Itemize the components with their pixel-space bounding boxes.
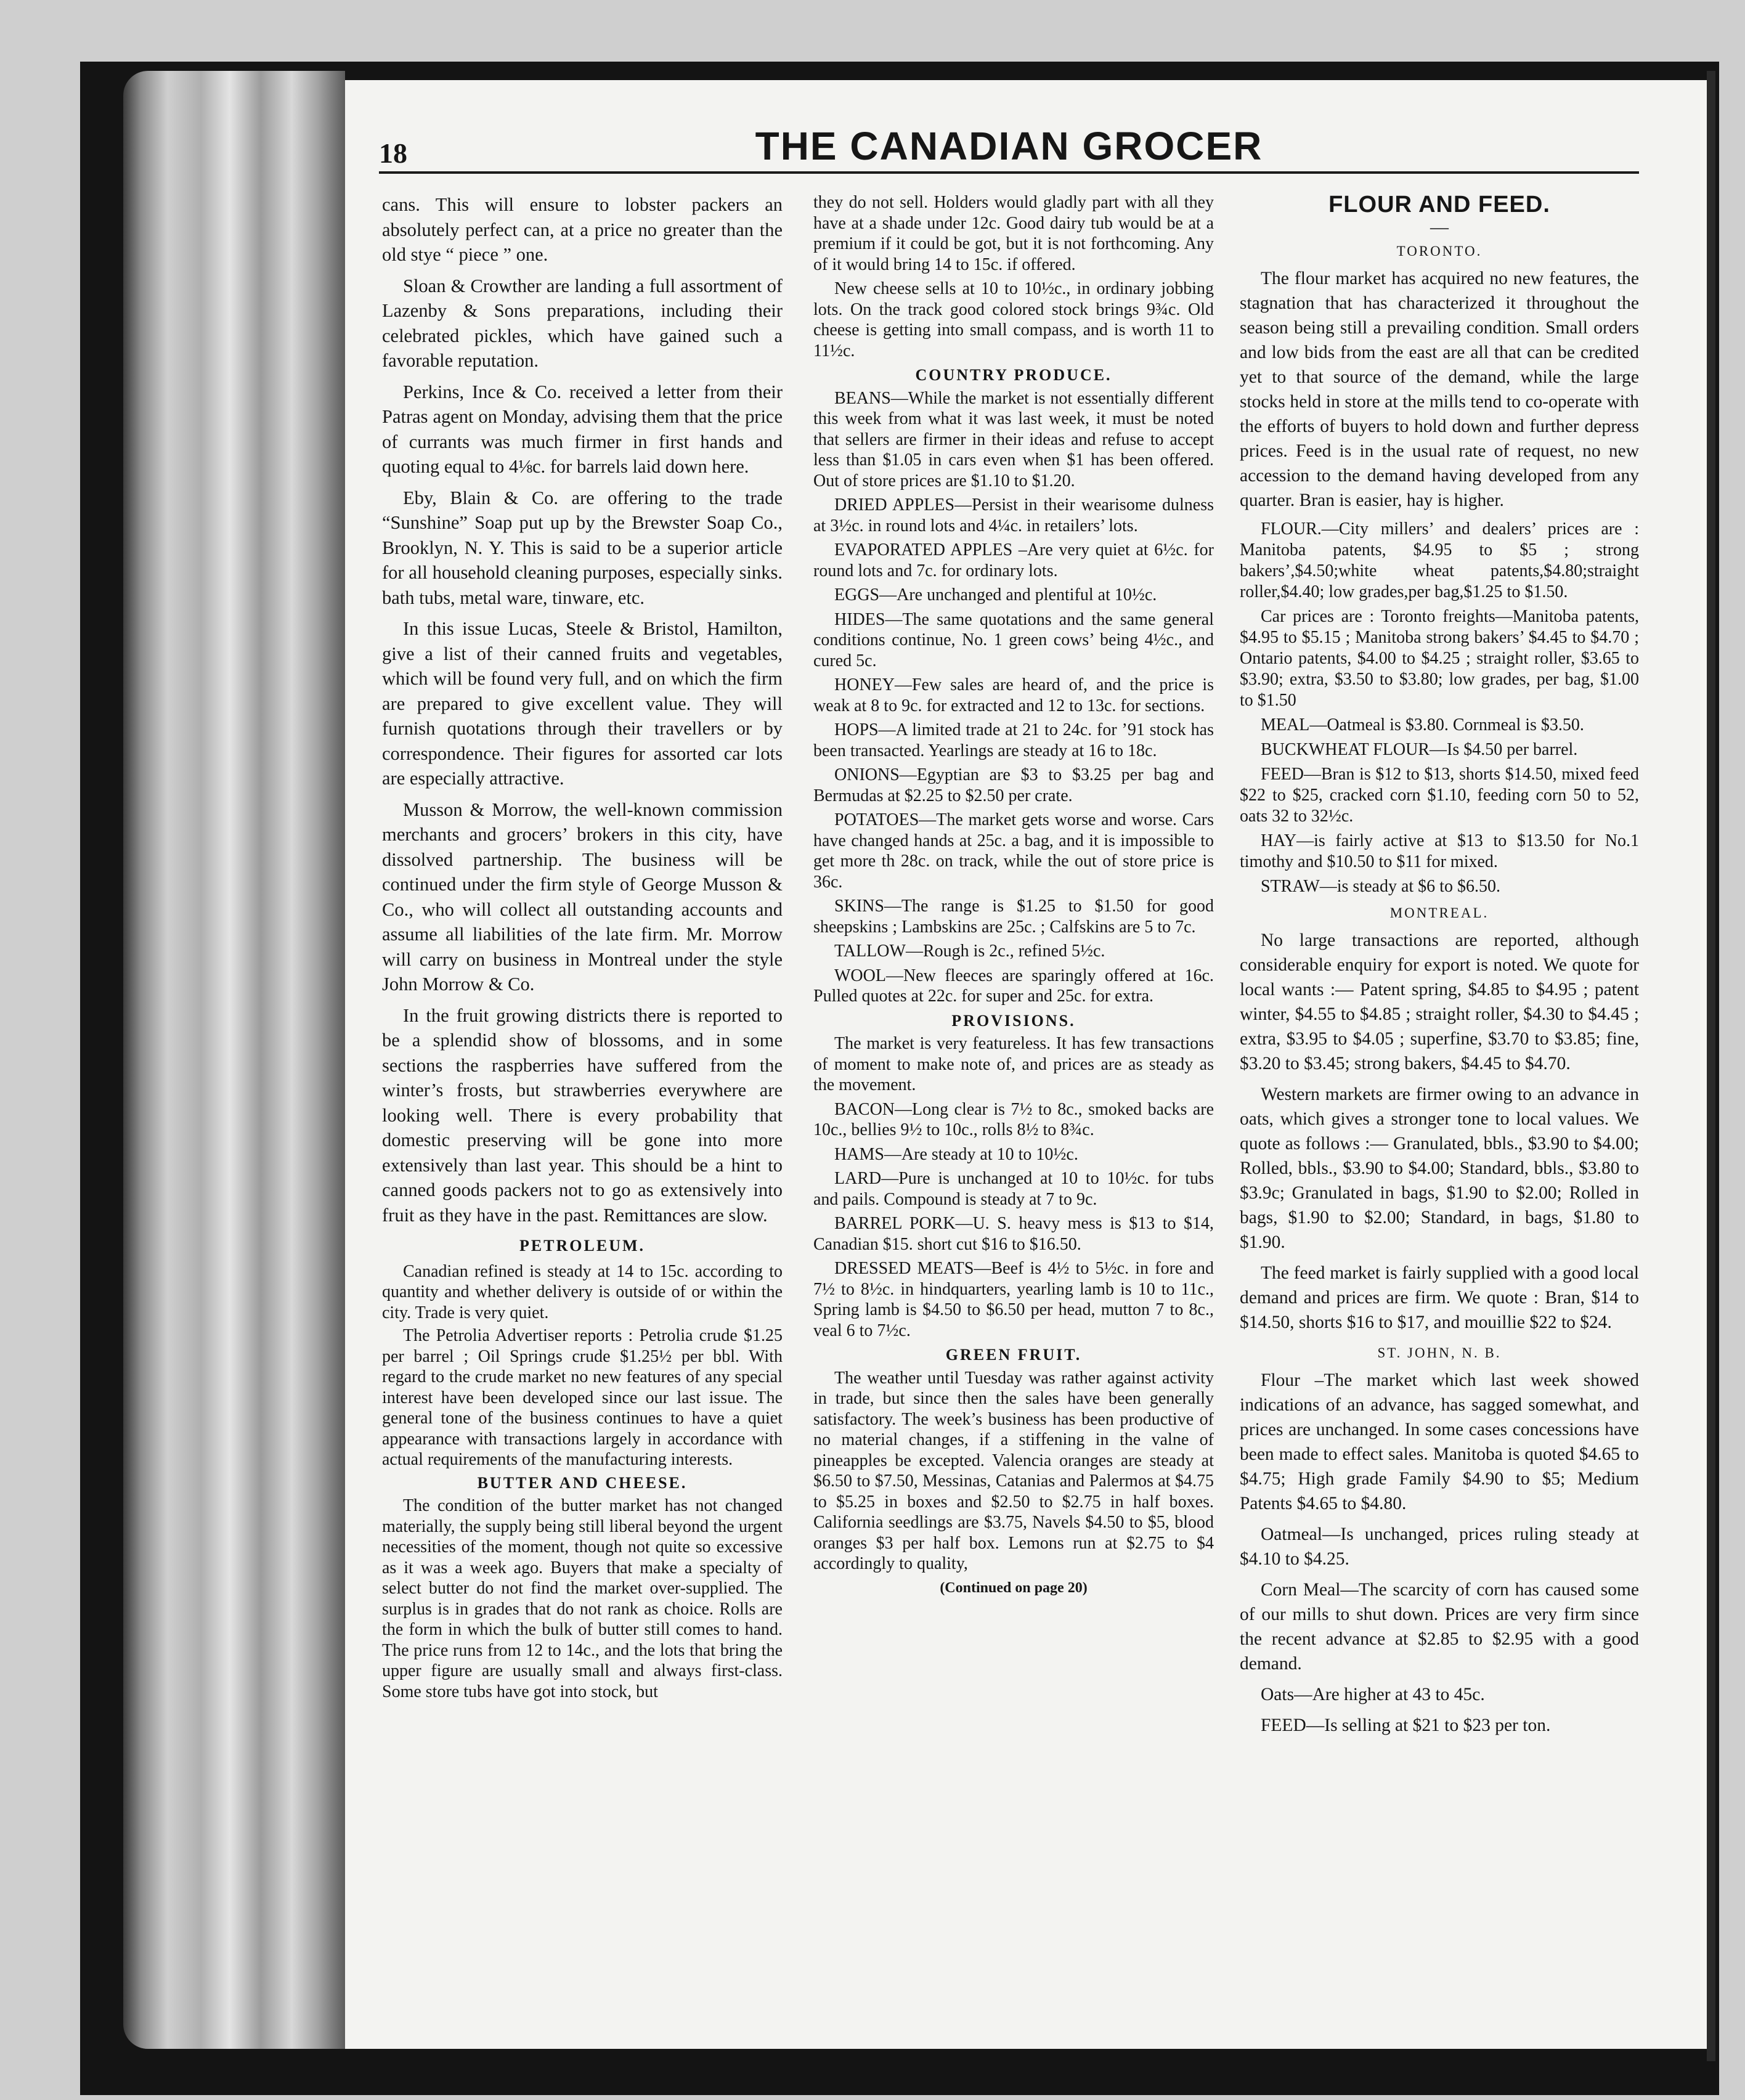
section-heading-petroleum: PETROLEUM. xyxy=(519,1237,646,1255)
paragraph: STRAW—is steady at $6 to $6.50. xyxy=(1261,877,1500,896)
paragraph: BARREL PORK—U. S. heavy mess is $13 to $14, Canadian $15. short cut $16 to $16.50. xyxy=(813,1214,1214,1254)
paragraph: The weather until Tuesday was rather against activity in trade, but since then the sales have been generally satisfactory. The week’s business has been productive of no material changes, if a stiffening in the valne of pineapples be excepted. Valencia oranges are steady at $6.50 to $7.50, Messinas, Catanias and Palermos at $4.75 to $5.25 in boxes and $2.50 to $2.75 in half boxes. California seedlings are $3.75, Navels $4.50 to $5, blood oranges $3 per half box. Lemons run at $2.75 to $4 accordingly to quality, xyxy=(813,1368,1214,1573)
column-left xyxy=(382,192,783,1708)
paragraph: BEANS—While the market is not essentially different this week from what it was last week, it must be noted that sellers are firmer in their ideas and refuse to accept less than $1.05 in cars even when $1 has been offered. Out of store prices are $1.10 to $1.20. xyxy=(813,388,1214,490)
paragraph: EGGS—Are unchanged and plentiful at 10½c. xyxy=(834,585,1157,604)
paragraph: Flour –The market which last week showed indications of an advance, has sagged somewhat, and prices are unchanged. In some cases concessions have been made to effect sales. Manitoba is quoted $4.65 to $4.75; High grade Family $4.90 to $5; Medium Patents $4.65 to $4.80. xyxy=(1240,1370,1639,1513)
paragraph: cans. This will ensure to lobster packers an absolutely perfect can, at a price no greater than the old stye “ piece ” one. xyxy=(382,194,783,265)
page-header xyxy=(379,123,1639,179)
section-heading-country-produce: COUNTRY PRODUCE. xyxy=(915,366,1112,384)
paragraph: FLOUR.—City millers’ and dealers’ prices are : Manitoba patents, $4.95 to $5 ; strong bakers’,$4.50;white wheat patents,$4.80;straight roller,$4.40; low grades,per bag,$1.25 to $1.50. xyxy=(1240,519,1639,601)
paragraph: DRESSED MEATS—Beef is 4½ to 5½c. in fore and 7½ to 8½c. in hindquarters, yearling lamb is 10 to 11c., Spring lamb is $4.50 to $6.50 per head, mutton 7 to 8c., veal 6 to 7½c. xyxy=(813,1259,1214,1340)
book-page-edges xyxy=(123,71,345,2049)
paragraph: SKINS—The range is $1.25 to $1.50 for good sheepskins ; Lambskins are 25c. ; Calfskins are 5 to 7c. xyxy=(813,897,1214,937)
paragraph: BACON—Long clear is 7½ to 8c., smoked backs are 10c., bellies 9½ to 10c., rolls 8½ to 8¾c. xyxy=(813,1099,1214,1139)
paragraph: In this issue Lucas, Steele & Bristol, Hamilton, give a list of their canned fruits and vegetables, which will be found very full, and on which the firm are prepared to give excellent value. They will furnish quotations through their travellers or by correspondence. Their figures for assorted car lots are especially attractive. xyxy=(382,618,783,789)
subheading-st-john: ST. JOHN, N. B. xyxy=(1377,1345,1502,1361)
subheading-toronto: TORONTO. xyxy=(1396,243,1483,259)
section-heading-green-fruit: GREEN FRUIT. xyxy=(945,1346,1082,1364)
paragraph: HAY—is fairly active at $13 to $13.50 for No.1 timothy and $10.50 to $11 for mixed. xyxy=(1240,831,1639,871)
paragraph: WOOL—New fleeces are sparingly offered at 16c. Pulled quotes at 22c. for super and 25c. for extra. xyxy=(813,966,1214,1006)
paragraph: The condition of the butter market has not changed materially, the supply being still liberal beyond the urgent necessities of the moment, though not quite so excessive as it was a week ago. Buyers that make a specialty of select butter do not find the market over-supplied. The surplus is in grades that do not rank as choice. Rolls are the form in which the bulk of butter still comes to hand. The price runs from 12 to 14c., and the lots that bring the upper figure are usually small and always first-class. Some store tubs have got into stock, but xyxy=(382,1496,783,1701)
paragraph: Perkins, Ince & Co. received a letter from their Patras agent on Monday, advising them that the price of currants was much firmer in first hands and quoting equal to 4⅛c. for barrels laid down here. xyxy=(382,381,783,477)
paragraph: No large transactions are reported, although considerable enquiry for export is noted. We quote for local wants :— Patent spring, $4.85 to $4.95 ; patent winter, $4.55 to $4.85 ; straight roller, $4.30 to $4.45 ; extra, $3.95 to $4.05 ; superfine, $3.70 to $3.85; fine, $3.20 to $3.45; strong bakers, $4.45 to $4.70. xyxy=(1240,930,1639,1073)
paragraph: Oatmeal—Is unchanged, prices ruling steady at $4.10 to $4.25. xyxy=(1240,1524,1639,1569)
paragraph: Canadian refined is steady at 14 to 15c. according to quantity and whether delivery is outside of or within the city. Trade is very quiet. xyxy=(382,1261,783,1322)
paragraph: HOPS—A limited trade at 21 to 24c. for ’91 stock has been transacted. Yearlings are steady at 16 to 18c. xyxy=(813,720,1214,760)
header-rule xyxy=(379,171,1639,174)
paragraph: The flour market has acquired no new features, the stagnation that has characterized it throughout the season being still a prevailing condition. Small orders and low bids from the east are all that can be credited yet to that source of the demand, while the large stocks held in store at the mills tend to co-operate with the efforts of buyers to hold down and further depress prices. Feed is in the usual rate of request, no new accession to the demand having developed from any quarter. Bran is easier, hay is higher. xyxy=(1240,269,1639,510)
paragraph: FEED—Is selling at $21 to $23 per ton. xyxy=(1261,1715,1551,1735)
paragraph: LARD—Pure is unchanged at 10 to 10½c. for tubs and pails. Compound is steady at 7 to 9c. xyxy=(813,1169,1214,1209)
paragraph: The Petrolia Advertiser reports : Petrolia crude $1.25 per barrel ; Oil Springs crude $1.25½ per bbl. With regard to the crude market no new features of any special interest have been developed since our last issue. The general tone of the business continues to have a quiet appearance with transactions largely in accordance with actual requirements of the manufacturing interests. xyxy=(382,1326,783,1469)
paragraph: BUCKWHEAT FLOUR—Is $4.50 per barrel. xyxy=(1261,740,1578,759)
paragraph: DRIED APPLES—Persist in their wearisome dulness at 3½c. in round lots and 4¼c. in retailers’ lots. xyxy=(813,495,1214,535)
paragraph: Eby, Blain & Co. are offering to the trade “Sunshine” Soap put up by the Brewster Soap Co., Brooklyn, N. Y. This is said to be a superior article for all household cleaning purposes, especially sinks. bath tubs, metal ware, tinware, etc. xyxy=(382,487,783,608)
paragraph: Musson & Morrow, the well-known commission merchants and grocers’ brokers in this city, have dissolved partnership. The business will be continued under the firm style of George Musson & Co., who will collect all outstanding accounts and assume all liabilities of the late firm. Mr. Morrow will carry on business in Montreal under the style John Morrow & Co. xyxy=(382,799,783,995)
paragraph: TALLOW—Rough is 2c., refined 5½c. xyxy=(834,942,1105,961)
paragraph: Corn Meal—The scarcity of corn has caused some of our mills to shut down. Prices are very firm since the recent advance at $2.85 to $2.95 with a good demand. xyxy=(1240,1580,1639,1674)
page-number: 18 xyxy=(379,137,407,169)
heading-dash: — xyxy=(1430,217,1449,237)
paragraph: The feed market is fairly supplied with a good local demand and prices are firm. We quote : Bran, $14 to $14.50, shorts $16 to $17, and mouillie $22 to $24. xyxy=(1240,1263,1639,1332)
subheading-montreal: MONTREAL. xyxy=(1389,905,1489,921)
paragraph: HAMS—Are steady at 10 to 10½c. xyxy=(834,1144,1078,1164)
continued-note: (Continued on page 20) xyxy=(940,1579,1088,1596)
paragraph: FEED—Bran is $12 to $13, shorts $14.50, mixed feed $22 to $25, cracked corn $1.10, feeding corn 50 to 52, oats 32 to 32½c. xyxy=(1240,765,1639,826)
paragraph: POTATOES—The market gets worse and worse. Cars have changed hands at 25c. a bag, and it is impossible to get more th 28c. on track, while the out of store price is 36c. xyxy=(813,810,1214,892)
column-right xyxy=(1240,192,1639,1744)
paragraph: The market is very featureless. It has few transactions of moment to make note of, and prices are as steady as the movement. xyxy=(813,1034,1214,1094)
paragraph: ONIONS—Egyptian are $3 to $3.25 per bag and Bermudas at $2.25 to $2.50 per crate. xyxy=(813,765,1214,805)
paragraph: Car prices are : Toronto freights—Manitoba patents, $4.95 to $5.15 ; Manitoba strong bakers’ $4.45 to $4.70 ; Ontario patents, $4.00 to $4.25 ; straight roller, $3.65 to $3.90; extra, $3.50 to $3.80; low grades, per bag, $1.00 to $1.50 xyxy=(1240,607,1639,710)
paragraph: HONEY—Few sales are heard of, and the price is weak at 8 to 9c. for extracted and 12 to 13c. for sections. xyxy=(813,675,1214,715)
column-middle xyxy=(813,192,1214,1598)
section-heading-flour-feed: FLOUR AND FEED. xyxy=(1328,192,1550,218)
paragraph: they do not sell. Holders would gladly part with all they have at a shade under 12c. Good dairy tub would be at a premium if it could be got, but it is not forthcoming. Any of it would bring 14 to 15c. if offered. xyxy=(813,193,1214,274)
paragraph: New cheese sells at 10 to 10½c., in ordinary jobbing lots. On the track good colored stock brings 9¾c. Old cheese is getting into small compass, and is worth 11 to 11½c. xyxy=(813,279,1214,360)
paragraph: EVAPORATED APPLES –Are very quiet at 6½c. for round lots and 7c. for ordinary lots. xyxy=(813,540,1214,580)
section-heading-provisions: PROVISIONS. xyxy=(951,1011,1076,1030)
section-heading-butter-cheese: BUTTER AND CHEESE. xyxy=(477,1473,688,1492)
paragraph: Sloan & Crowther are landing a full assortment of Lazenby & Sons preparations, including their celebrated pickles, which have gained such a favorable reputation. xyxy=(382,275,783,371)
paragraph: In the fruit growing districts there is reported to be a splendid show of blossoms, and in some sections the raspberries have suffered from the winter’s frosts, but strawberries everywhere are looking well. There is every probability that domestic preserving will be gone into more extensively than last year. This should be a hint to canned goods packers not to go as extensively into fruit as they have in the past. Remittances are slow. xyxy=(382,1004,783,1226)
paragraph: Western markets are firmer owing to an advance in oats, which gives a stronger tone to local values. We quote as follows :— Granulated, bbls., $3.90 to $4.00; Rolled, bbls., $3.90 to $4.00; Standard, bbls., $3.80 to $3.9c; Granulated in bags, $1.90 to $2.00; Rolled in bags, $1.90 to $2.00; Standard, in bags, $1.80 to $1.90. xyxy=(1240,1085,1639,1252)
paragraph: HIDES—The same quotations and the same general conditions continue, No. 1 green cows’ being 4½c., and cured 5c. xyxy=(813,609,1214,670)
paragraph: Oats—Are higher at 43 to 45c. xyxy=(1261,1685,1485,1704)
paragraph: MEAL—Oatmeal is $3.80. Cornmeal is $3.50. xyxy=(1261,715,1584,735)
page-right-edge xyxy=(1707,71,1715,2061)
masthead-title: THE CANADIAN GROCER xyxy=(755,124,1263,168)
